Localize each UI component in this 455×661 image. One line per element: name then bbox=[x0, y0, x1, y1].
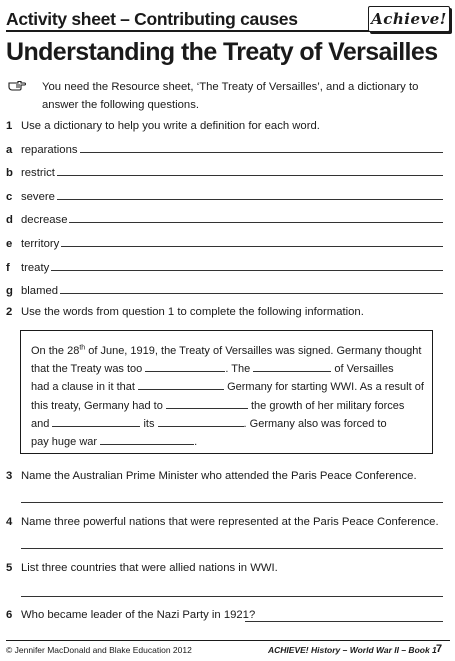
answer-line[interactable] bbox=[57, 175, 443, 176]
definition-row-reparations[interactable] bbox=[6, 140, 443, 156]
item-word: reparations bbox=[21, 144, 78, 156]
cloze-passage-box bbox=[20, 330, 433, 454]
item-word: restrict bbox=[21, 167, 55, 179]
question-4-number: 4 bbox=[6, 516, 13, 528]
definition-row-decrease[interactable] bbox=[6, 210, 443, 226]
definition-row-severe[interactable] bbox=[6, 187, 443, 203]
cloze-line: pay huge war . bbox=[31, 436, 198, 449]
definition-row-blamed[interactable] bbox=[6, 281, 443, 297]
cloze-line: had a clause in it that Germany for starting WWI. As a result of bbox=[31, 381, 424, 394]
cloze-blank[interactable] bbox=[100, 434, 194, 445]
cloze-line: and its . Germany also was forced to bbox=[31, 417, 387, 430]
question-6-answer-line[interactable] bbox=[245, 621, 443, 622]
cloze-line: this treaty, Germany had to the growth of her military forces bbox=[31, 399, 405, 412]
question-4-answer-line[interactable] bbox=[21, 548, 443, 549]
item-letter: b bbox=[6, 167, 13, 179]
cloze-blank[interactable] bbox=[52, 416, 140, 427]
item-word: treaty bbox=[21, 262, 50, 274]
question-6-number: 6 bbox=[6, 609, 13, 621]
achieve-logo: Achieve! bbox=[368, 6, 450, 32]
definition-row-restrict[interactable] bbox=[6, 163, 443, 179]
answer-line[interactable] bbox=[57, 199, 443, 200]
cloze-blank[interactable] bbox=[158, 416, 244, 427]
section-heading: Activity sheet – Contributing causes bbox=[6, 9, 298, 29]
item-word: decrease bbox=[21, 214, 68, 226]
item-letter: g bbox=[6, 285, 13, 297]
item-letter: d bbox=[6, 214, 13, 226]
cloze-blank[interactable] bbox=[145, 361, 225, 372]
footer-divider bbox=[6, 640, 450, 641]
definition-row-treaty[interactable] bbox=[6, 258, 443, 274]
series-title: ACHIEVE! History – World War II – Book 1 bbox=[268, 645, 437, 655]
cloze-blank[interactable] bbox=[166, 398, 248, 409]
item-letter: c bbox=[6, 191, 13, 203]
question-2-text: Use the words from question 1 to complete the following information. bbox=[21, 306, 364, 318]
question-1-number: 1 bbox=[6, 120, 13, 132]
answer-line[interactable] bbox=[51, 270, 443, 271]
copyright-notice: © Jennifer MacDonald and Blake Education 2012 bbox=[6, 645, 192, 655]
item-word: territory bbox=[21, 238, 60, 250]
cloze-line: On the 28th of June, 1919, the Treaty of Versailles was signed. Germany thought bbox=[31, 344, 422, 357]
page-number: 7 bbox=[436, 643, 443, 655]
page-title: Understanding the Treaty of Versailles bbox=[6, 38, 438, 66]
cloze-line: that the Treaty was too . The of Versailles bbox=[31, 363, 394, 376]
question-3-text: Name the Australian Prime Minister who attended the Paris Peace Conference. bbox=[21, 470, 417, 482]
item-letter: f bbox=[6, 262, 10, 274]
question-5-text: List three countries that were allied nations in WWI. bbox=[21, 562, 278, 574]
question-3-answer-line[interactable] bbox=[21, 502, 443, 503]
cloze-blank[interactable] bbox=[253, 361, 331, 372]
answer-line[interactable] bbox=[60, 293, 443, 294]
answer-line[interactable] bbox=[69, 222, 443, 223]
intro-instructions: You need the Resource sheet, ‘The Treaty of Versailles’, and a dictionary to answer the following questions. bbox=[42, 81, 419, 111]
cloze-blank[interactable] bbox=[138, 379, 224, 390]
item-word: blamed bbox=[21, 285, 59, 297]
pointing-hand-icon bbox=[8, 79, 26, 91]
question-1-text: Use a dictionary to help you write a definition for each word. bbox=[21, 120, 320, 132]
definition-row-territory[interactable] bbox=[6, 234, 443, 250]
question-5-answer-line[interactable] bbox=[21, 596, 443, 597]
answer-line[interactable] bbox=[61, 246, 443, 247]
item-letter: e bbox=[6, 238, 13, 250]
item-word: severe bbox=[21, 191, 55, 203]
answer-line[interactable] bbox=[80, 152, 443, 153]
question-2-number: 2 bbox=[6, 306, 13, 318]
question-6-text: Who became leader of the Nazi Party in 1921? bbox=[21, 609, 256, 621]
item-letter: a bbox=[6, 144, 13, 156]
question-4-text: Name three powerful nations that were represented at the Paris Peace Conference. bbox=[21, 516, 439, 528]
question-3-number: 3 bbox=[6, 470, 13, 482]
question-5-number: 5 bbox=[6, 562, 13, 574]
